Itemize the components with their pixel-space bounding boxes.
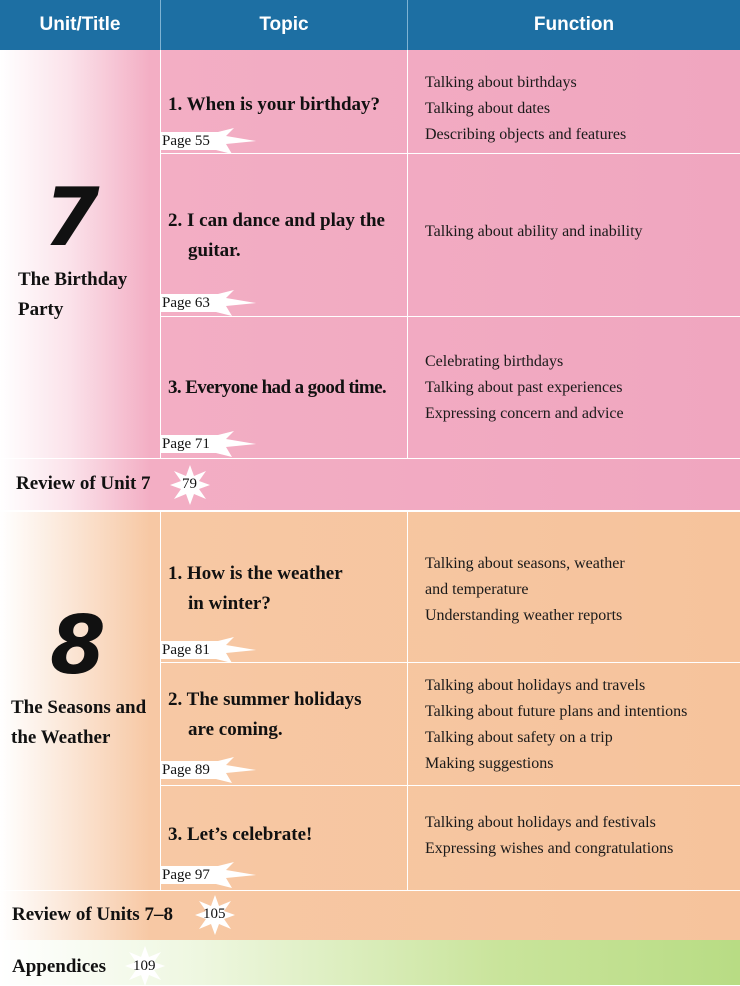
lesson-topic[interactable] [168,373,386,403]
review-unit7-label[interactable]: Review of Unit 7 [16,473,151,494]
lesson-topic-line1: 2. I can dance and play the [168,210,385,231]
lesson-topic[interactable] [168,206,385,266]
appendices-label[interactable]: Appendices [12,956,106,977]
function-item: Talking about safety on a trip [425,729,613,746]
lesson-topic-line2: are coming. [188,719,283,740]
column-divider [160,50,161,458]
unit7-number: 7 [44,171,100,264]
unit8-title-line2: the Weather [11,727,111,748]
lesson-functions [425,70,626,148]
lesson-page[interactable]: Page 71 [162,436,210,452]
column-divider [160,512,161,890]
unit8-title-line1: The Seasons and [11,697,147,718]
lesson-page[interactable]: Page 89 [162,762,210,778]
lesson-functions [425,810,673,862]
lesson-topic[interactable] [168,820,312,850]
header-function: Function [533,14,615,35]
unit7-title [18,265,127,325]
lesson-page[interactable]: Page 63 [162,295,210,311]
unit8-number: 8 [50,599,106,692]
function-item: Expressing concern and advice [425,405,624,422]
function-item: Making suggestions [425,755,554,772]
function-item: and temperature [425,581,529,598]
appendices-page[interactable]: 109 [133,958,156,974]
lesson-page[interactable]: Page 55 [162,133,210,149]
function-item: Talking about seasons, weather [425,555,625,572]
lesson-topic-line1: 1. When is your birthday? [168,94,381,115]
lesson-topic-line1: 3. Everyone had a good time. [168,377,387,398]
lesson-topic-line1: 3. Let’s celebrate! [168,824,313,845]
row-divider [160,785,740,786]
function-item: Talking about future plans and intentions [425,703,688,720]
lesson-topic-line1: 1. How is the weather [168,563,343,584]
function-item: Understanding weather reports [425,607,623,624]
lesson-topic-line2: guitar. [188,240,241,261]
unit8-title [11,693,146,753]
lesson-functions [425,349,624,427]
function-item: Talking about past experiences [425,379,623,396]
function-item: Talking about holidays and travels [425,677,646,694]
row-divider [0,890,740,891]
appendices-section [0,940,740,985]
function-item: Talking about birthdays [425,74,577,91]
lesson-functions [425,219,643,245]
lesson-topic-line1: 2. The summer holidays [168,689,362,710]
function-item: Talking about dates [425,100,551,117]
review-units-7-8-page[interactable]: 105 [203,906,226,922]
lesson-topic[interactable] [168,559,343,619]
review-unit7-page[interactable]: 79 [182,476,197,492]
function-item: Celebrating birthdays [425,353,564,370]
row-divider [0,458,740,459]
lesson-page[interactable]: Page 97 [162,867,210,883]
column-divider [407,50,408,458]
lesson-topic[interactable] [168,90,380,120]
function-item: Expressing wishes and congratulations [425,840,674,857]
function-item: Talking about ability and inability [425,223,643,240]
lesson-topic[interactable] [168,685,362,745]
function-item: Describing objects and features [425,126,627,143]
row-divider [160,316,740,317]
unit7-title-line1: The Birthday [18,269,128,290]
header-topic: Topic [259,14,309,35]
review-units-7-8-label[interactable]: Review of Units 7–8 [12,904,173,925]
unit7-title-line2: Party [18,299,64,320]
lesson-topic-line2: in winter? [188,593,271,614]
lesson-page[interactable]: Page 81 [162,642,210,658]
lesson-functions [425,673,687,777]
column-divider [407,512,408,890]
header-unit-title: Unit/Title [39,14,121,35]
function-item: Talking about holidays and festivals [425,814,656,831]
lesson-functions [425,551,625,629]
